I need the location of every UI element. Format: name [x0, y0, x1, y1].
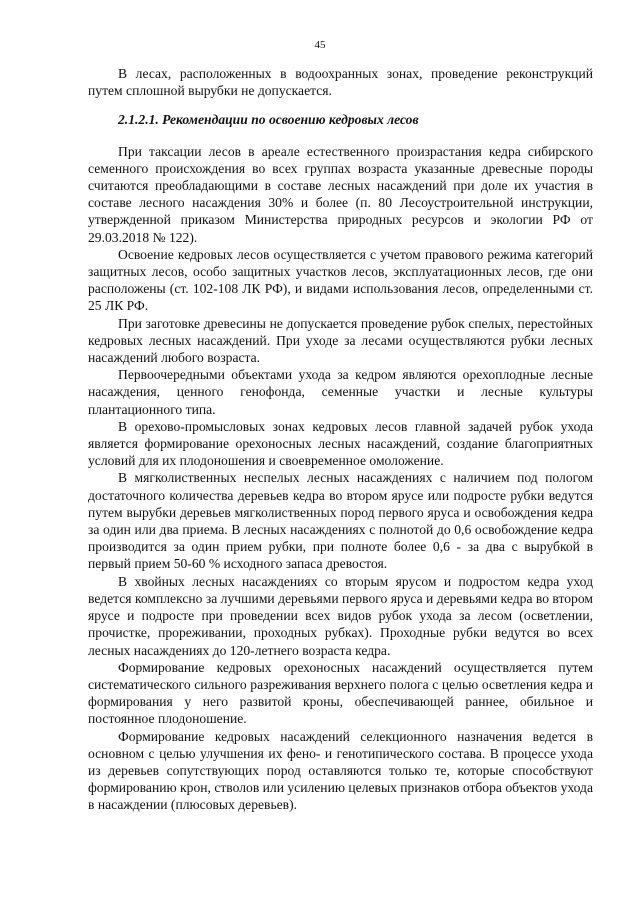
paragraph-4: Первоочередными объектами ухода за кедром являются орехоплодные лесные насаждения, ценного генофонда, семенные участки и лесные культуры плантационного типа. [88, 367, 593, 417]
paragraph-9: Формирование кедровых насаждений селекционного назначения ведется в основном с целью улучшения их фено- и генотипического состава. В процессе ухода из деревьев сопутствующих пород оставляются только те, которые способствуют формированию крон, стволов или усилению целевых признаков отбора объектов ухода в насаждении (плюсовых деревьев). [88, 728, 593, 813]
section-heading: 2.1.2.1. Рекомендации по освоению кедровых лесов [118, 112, 419, 128]
paragraph-1: При таксации лесов в ареале естественного произрастания кедра сибирского семенного происхождения во всех группах возраста указанные древесные породы считаются преобладающими в составе лесных насаждений при доле их участия в составе лесного насаждения 30% и более (п. 80 Лесоустроительной инструкции, утвержденной приказом Министерства природных ресурсов и экологии РФ от 29.03.2018 № 122). [88, 143, 593, 245]
paragraph-5: В орехово-промысловых зонах кедровых лесов главной задачей рубок ухода является формирование орехоносных лесных насаждений, создание благоприятных условий для их плодоношения и своевременное омоложение. [88, 418, 593, 469]
paragraph-7: В хвойных лесных насаждениях со вторым ярусом и подростом кедра уход ведется комплексно за лучшими деревьями первого яруса и деревьями кедра во втором ярусе и подросте при проведении всех видов рубок ухода за лесом (осветлении, прочистке, прореживании, проходных рубках). Проходные рубки ведутся во всех лесных насаждениях до 120-летнего возраста кедра. [88, 573, 593, 658]
intro-paragraph: В лесах, расположенных в водоохранных зонах, проведение реконструкций путем сплошной вырубки не допускается. [88, 66, 593, 99]
paragraph-8: Формирование кедровых орехоносных насаждений осуществляется путем систематического сильного разреживания верхнего полога с целью осветления кедра и формирования у него развитой кроны, обеспечивающей раннее, обильное и постоянное плодоношение. [88, 659, 593, 727]
paragraph-6: В мягколиственных неспелых лесных насаждениях с наличием под пологом достаточного количества деревьев кедра во втором ярусе или подросте рубки ведутся путем вырубки деревьев мягколиственных пород первого яруса и освобождения кедра за один или два приема. В лесных насаждениях с полнотой до 0,6 освобождение кедра производится за один прием рубки, при полноте более 0,6 - за два с вырубкой в первый прием 50-60 % исходного запаса древостоя. [88, 470, 593, 572]
paragraph-3: При заготовке древесины не допускается проведение рубок спелых, перестойных кедровых лесных насаждений. При уходе за лесами осуществляются рубки лесных насаждений любого возраста. [88, 315, 593, 366]
document-body [88, 65, 593, 814]
paragraph-2: Освоение кедровых лесов осуществляется с учетом правового режима категорий защитных лесов, особо защитных участков лесов, эксплуатационных лесов, где они расположены (ст. 102-108 ЛК РФ), и видами использования лесов, определенными ст. 25 ЛК РФ. [88, 246, 593, 314]
page-number: 45 [314, 39, 326, 51]
